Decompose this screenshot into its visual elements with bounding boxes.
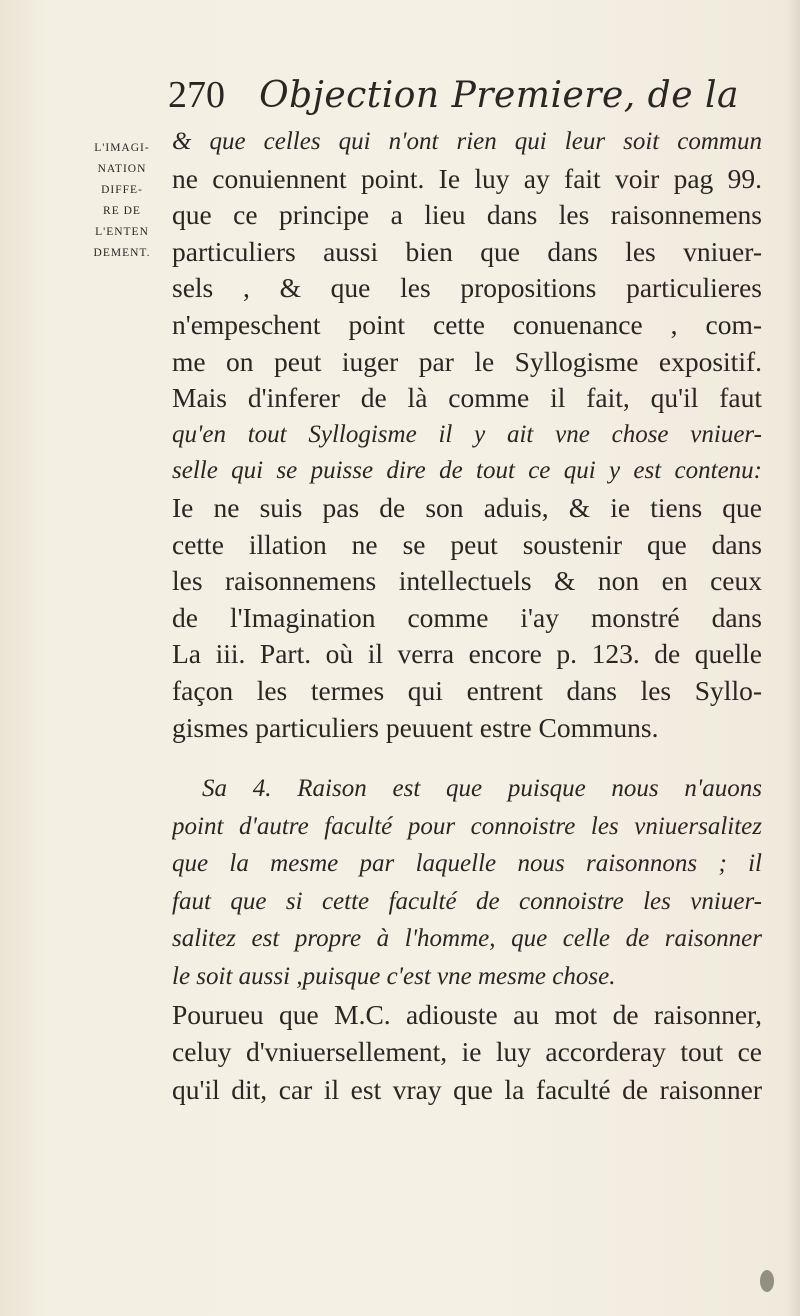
text-line: Ie ne suis pas de son aduis, & ie tiens que	[172, 491, 762, 523]
text-line: faut que si cette faculté de connoistre les vniuer-	[172, 887, 762, 915]
paragraph-2	[172, 770, 762, 1108]
text-line: & que celles qui n'ont rien qui leur soit commun	[172, 128, 762, 155]
text-line: Pourueu que M.C. adiouste au mot de raisonner,	[172, 998, 762, 1030]
text-line: salitez est propre à l'homme, que celle de raisonner	[172, 925, 762, 953]
text-line: de l'Imagination comme i'ay monstré dans	[172, 601, 762, 633]
page-edge-shadow	[786, 0, 800, 1316]
text-line: que ce principe a lieu dans les raisonnemens	[172, 199, 762, 231]
text-line: le soit aussi ,puisque c'est vne mesme chose.	[172, 962, 616, 990]
text-line: sels , & que les propositions particulieres	[172, 272, 762, 304]
margin-note	[82, 138, 162, 264]
text-line: me on peut iuger par le Syllogisme expositif.	[172, 345, 762, 377]
text-line: façon les termes qui entrent dans les Syllo-	[172, 674, 762, 706]
text-line: qu'il dit, car il est vray que la faculté de raisonner	[172, 1073, 762, 1105]
text-line: que la mesme par laquelle nous raisonnons ; il	[172, 850, 762, 878]
text-line: Mais d'inferer de là comme il fait, qu'il faut	[172, 382, 762, 414]
text-line: ne conuiennent point. Ie luy ay fait voir pag 99.	[172, 162, 762, 194]
margin-note-line: L'ENTEN	[95, 226, 149, 238]
text-line: n'empeschent point cette conuenance , com-	[172, 308, 762, 340]
text-line: La iii. Part. où il verra encore p. 123. de quelle	[172, 638, 762, 670]
text-line: qu'en tout Syllogisme il y ait vne chose vniuer-	[172, 420, 762, 448]
margin-note-line: DIFFE-	[101, 184, 143, 196]
margin-note-line: DEMENT.	[93, 247, 151, 259]
text-line: particuliers aussi bien que dans les vniuer-	[172, 235, 762, 267]
margin-note-line: RE DE	[103, 205, 141, 217]
paper-stain	[760, 1270, 774, 1292]
text-line: cette illation ne se peut soustenir que dans	[172, 528, 762, 560]
margin-note-line: L'IMAGI-	[94, 142, 150, 154]
page-number: 270	[168, 74, 225, 116]
running-title: Objection Premiere, de la	[259, 75, 739, 116]
text-line: les raisonnemens intellectuels & non en ceux	[172, 565, 762, 597]
text-line: gismes particuliers peuuent estre Communs.	[172, 711, 659, 743]
paragraph-1	[172, 124, 762, 746]
text-line: point d'autre faculté pour connoistre les vniuersalitez	[172, 812, 762, 840]
page-header	[168, 66, 748, 122]
margin-note-line: NATION	[97, 163, 147, 175]
text-line: Sa 4. Raison est que puisque nous n'auons	[202, 775, 762, 802]
text-line: selle qui se puisse dire de tout ce qui y est contenu:	[172, 457, 762, 485]
text-line: celuy d'vniuersellement, ie luy accorderay tout ce	[172, 1036, 762, 1068]
